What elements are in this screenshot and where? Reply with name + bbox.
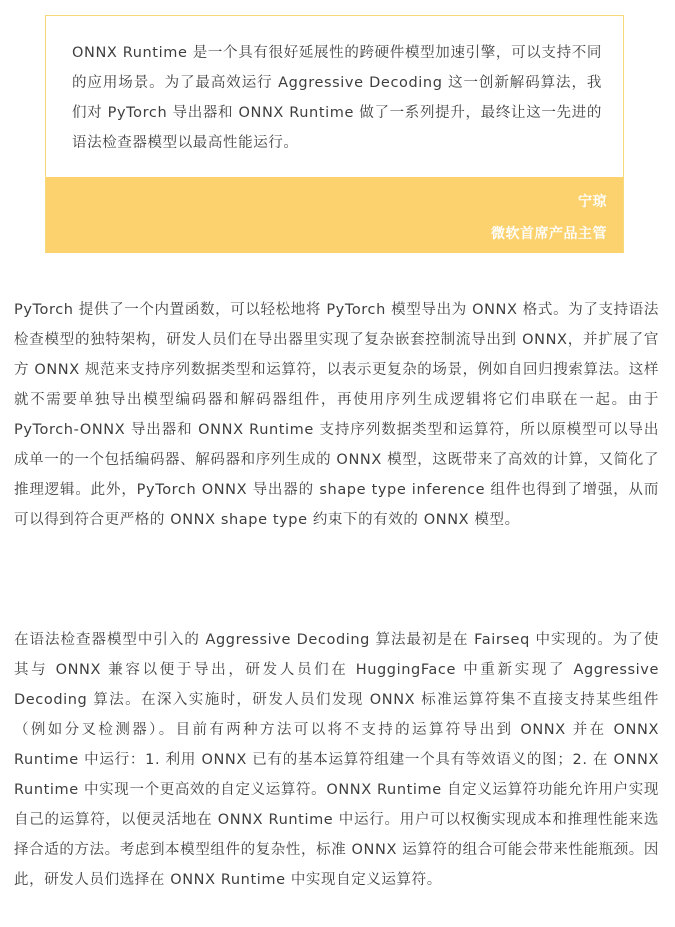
attribution-title: 微软首席产品主管: [491, 226, 607, 242]
article-paragraph-1: PyTorch 提供了一个内置函数，可以轻松地将 PyTorch 模型导出为 ONNX 格式。为了支持语法检查模型的独特架构，研发人员们在导出器里实现了复杂嵌套控制流导出到 ONNX，并扩展了官方 ONNX 规范来支持序列数据类型和运算符，以表示更复杂的场景，例如自回归搜索算法。这样就不需要单独导出模型编码器和解码器组件，再使用序列生成逻辑将它们串联在一起。由于 PyTorch-ONNX 导出器和 ONNX Runtime 支持序列数据类型和运算符，所以原模型可以导出成单一的一个包括编码器、解码器和序列生成的 ONNX 模型，这既带来了高效的计算，又简化了推理逻辑。此外，PyTorch ONNX 导出器的 shape type inference 组件也得到了增强，从而可以得到符合更严格的 ONNX shape type 约束下的有效的 ONNX 模型。: [14, 302, 659, 528]
article-paragraph-2: 在语法检查器模型中引入的 Aggressive Decoding 算法最初是在 Fairseq 中实现的。为了使其与 ONNX 兼容以便于导出，研发人员们在 HuggingFace 中重新实现了 Aggressive Decoding 算法。在深入实施时，研发人员们发现 ONNX 标准运算符集不直接支持某些组件（例如分叉检测器）。目前有两种方法可以将不支持的运算符导出到 ONNX 并在 ONNX Runtime 中运行：1. 利用 ONNX 已有的基本运算符组建一个具有等效语义的图；2. 在 ONNX Runtime 中实现一个更高效的自定义运算符。ONNX Runtime 自定义运算符功能允许用户实现自己的运算符，以便灵活地在 ONNX Runtime 中运行。用户可以权衡实现成本和推理性能来选择合适的方法。考虑到本模型组件的复杂性，标准 ONNX 运算符的组合可能会带来性能瓶颈。因此，研发人员们选择在 ONNX Runtime 中实现自定义运算符。: [14, 632, 659, 888]
quote-card: [45, 15, 624, 253]
quote-attribution: [46, 177, 623, 253]
quote-text: ONNX Runtime 是一个具有很好延展性的跨硬件模型加速引擎，可以支持不同的应用场景。为了最高效运行 Aggressive Decoding 这一创新解码算法，我们对 PyTorch 导出器和 ONNX Runtime 做了一系列提升，最终让这一先进的语法检查器模型以最高性能运行。: [72, 45, 602, 151]
attribution-name: 宁琼: [578, 194, 607, 210]
